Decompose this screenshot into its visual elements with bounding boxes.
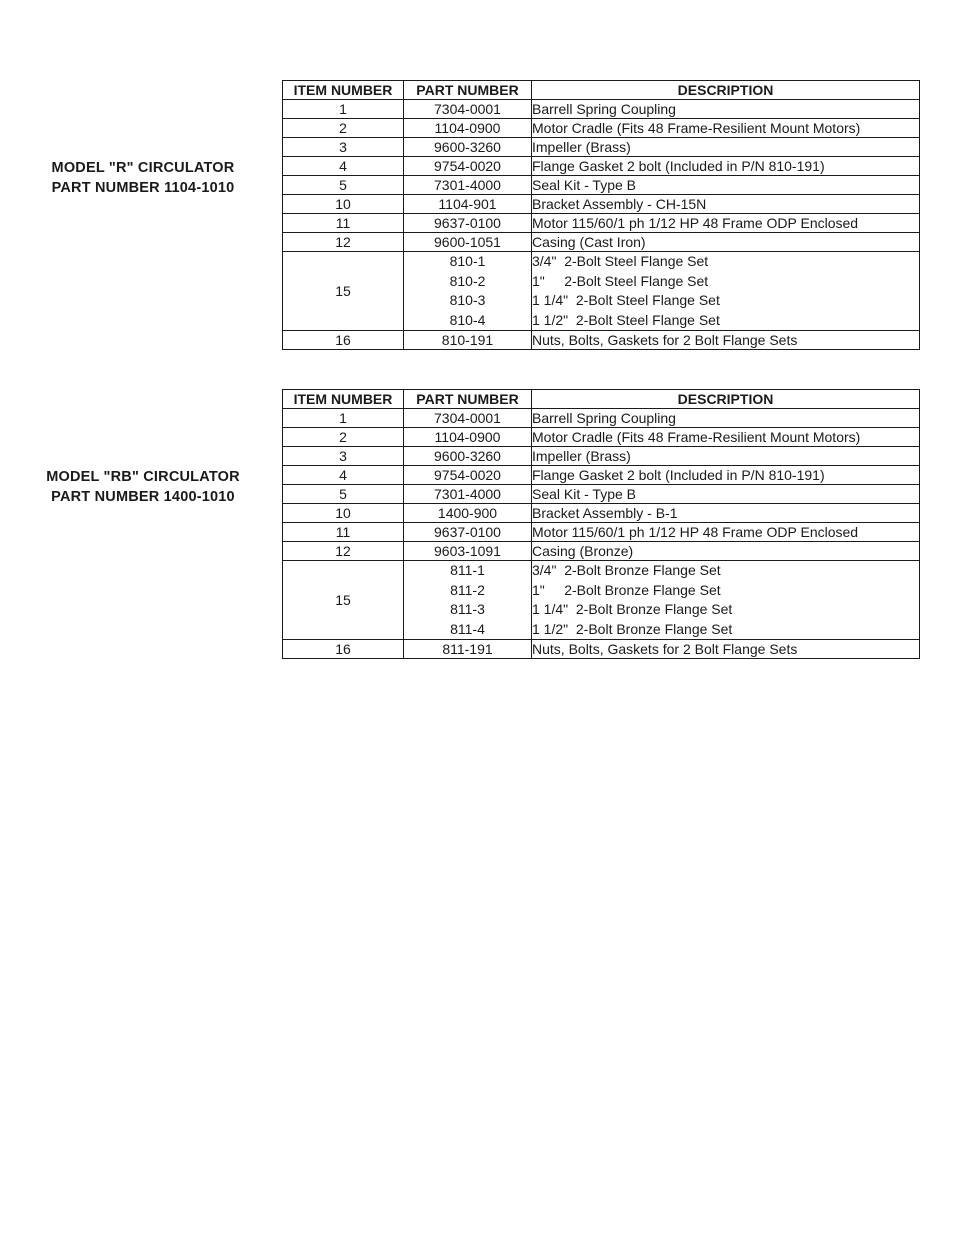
item-number: 10 xyxy=(283,504,404,523)
description: 1" 2-Bolt Bronze Flange Set xyxy=(532,581,721,598)
part-number: 9600-3260 xyxy=(404,447,532,466)
part-number: 811-4 xyxy=(450,620,485,637)
description: Seal Kit - Type B xyxy=(532,176,920,195)
part-number: 9754-0020 xyxy=(404,157,532,176)
table-row xyxy=(283,504,920,523)
model-r-part-number: PART NUMBER 1104-1010 xyxy=(51,180,235,196)
description: Impeller (Brass) xyxy=(532,447,920,466)
description: Flange Gasket 2 bolt (Included in P/N 810-191) xyxy=(532,157,920,176)
part-number: 1104-0900 xyxy=(404,428,532,447)
table-row xyxy=(283,119,920,138)
header-item-number: ITEM NUMBER xyxy=(283,390,404,409)
part-number: 810-2 xyxy=(449,272,486,289)
description: 1 1/2" 2-Bolt Steel Flange Set xyxy=(532,311,720,328)
description: 3/4" 2-Bolt Steel Flange Set xyxy=(532,253,709,269)
item-number: 4 xyxy=(283,466,404,485)
item-number: 4 xyxy=(283,157,404,176)
item-number: 15 xyxy=(283,561,404,640)
table-row-flange-group xyxy=(283,561,920,640)
part-number: 9600-3260 xyxy=(404,138,532,157)
item-number: 16 xyxy=(283,640,404,659)
model-r-title: MODEL "R" CIRCULATOR xyxy=(51,160,235,176)
item-number: 3 xyxy=(283,138,404,157)
table-row xyxy=(283,447,920,466)
part-number: 1400-900 xyxy=(404,504,532,523)
table-row-flange-group xyxy=(283,252,920,331)
description: Motor Cradle (Fits 48 Frame-Resilient Mount Motors) xyxy=(532,428,920,447)
part-number: 810-3 xyxy=(449,292,486,308)
table-row xyxy=(283,233,920,252)
item-number: 11 xyxy=(283,523,404,542)
header-part-number: PART NUMBER xyxy=(404,81,532,100)
table-row xyxy=(283,195,920,214)
description: Barrell Spring Coupling xyxy=(532,100,920,119)
model-rb-title: MODEL "RB" CIRCULATOR xyxy=(46,469,240,485)
item-number: 12 xyxy=(283,542,404,561)
model-r-label xyxy=(30,158,256,198)
table-row xyxy=(283,176,920,195)
part-number: 9637-0100 xyxy=(404,523,532,542)
description: Bracket Assembly - B-1 xyxy=(532,504,920,523)
description: Motor 115/60/1 ph 1/12 HP 48 Frame ODP Enclosed xyxy=(532,523,920,542)
header-item-number: ITEM NUMBER xyxy=(283,81,404,100)
part-number: 9637-0100 xyxy=(404,214,532,233)
model-rb-parts-table xyxy=(282,389,920,659)
part-number: 7301-4000 xyxy=(404,176,532,195)
table-row xyxy=(283,331,920,350)
part-number: 9754-0020 xyxy=(404,466,532,485)
description: Flange Gasket 2 bolt (Included in P/N 810-191) xyxy=(532,466,920,485)
table-row xyxy=(283,138,920,157)
table-row xyxy=(283,214,920,233)
description: 1 1/2" 2-Bolt Bronze Flange Set xyxy=(532,620,733,637)
part-number: 810-4 xyxy=(449,311,486,328)
item-number: 5 xyxy=(283,485,404,504)
description: Casing (Cast Iron) xyxy=(532,233,920,252)
part-number: 1104-901 xyxy=(404,195,532,214)
item-number: 1 xyxy=(283,409,404,428)
description: 3/4" 2-Bolt Bronze Flange Set xyxy=(532,562,721,578)
flange-part-numbers xyxy=(404,252,532,331)
part-number: 811-1 xyxy=(450,562,485,578)
description: Casing (Bronze) xyxy=(532,542,920,561)
description: Seal Kit - Type B xyxy=(532,485,920,504)
header-description: DESCRIPTION xyxy=(532,390,920,409)
description: 1 1/4" 2-Bolt Steel Flange Set xyxy=(532,292,720,308)
table-header-row xyxy=(283,81,920,100)
part-number: 9603-1091 xyxy=(404,542,532,561)
item-number: 16 xyxy=(283,331,404,350)
table-row xyxy=(283,640,920,659)
header-description: DESCRIPTION xyxy=(532,81,920,100)
table-header-row xyxy=(283,390,920,409)
description: Nuts, Bolts, Gaskets for 2 Bolt Flange Sets xyxy=(532,640,920,659)
model-r-parts-table xyxy=(282,80,920,350)
part-number: 810-1 xyxy=(449,253,486,269)
item-number: 1 xyxy=(283,100,404,119)
description: Motor Cradle (Fits 48 Frame-Resilient Mount Motors) xyxy=(532,119,920,138)
table-row xyxy=(283,157,920,176)
table-row xyxy=(283,485,920,504)
table-row xyxy=(283,428,920,447)
table-row xyxy=(283,523,920,542)
part-number: 1104-0900 xyxy=(404,119,532,138)
table-row xyxy=(283,409,920,428)
table-row xyxy=(283,542,920,561)
item-number: 10 xyxy=(283,195,404,214)
part-number: 811-191 xyxy=(404,640,532,659)
header-part-number: PART NUMBER xyxy=(404,390,532,409)
part-number: 7304-0001 xyxy=(404,100,532,119)
item-number: 3 xyxy=(283,447,404,466)
part-number: 7304-0001 xyxy=(404,409,532,428)
model-rb-part-number: PART NUMBER 1400-1010 xyxy=(51,489,235,505)
flange-descriptions xyxy=(532,252,920,331)
part-number: 811-2 xyxy=(450,581,485,598)
item-number: 2 xyxy=(283,428,404,447)
item-number: 2 xyxy=(283,119,404,138)
description: Nuts, Bolts, Gaskets for 2 Bolt Flange Sets xyxy=(532,331,920,350)
flange-descriptions xyxy=(532,561,920,640)
description: Impeller (Brass) xyxy=(532,138,920,157)
item-number: 15 xyxy=(283,252,404,331)
item-number: 5 xyxy=(283,176,404,195)
part-number: 810-191 xyxy=(404,331,532,350)
description: Bracket Assembly - CH-15N xyxy=(532,195,920,214)
description: 1" 2-Bolt Steel Flange Set xyxy=(532,272,709,289)
part-number: 811-3 xyxy=(450,601,485,617)
flange-part-numbers xyxy=(404,561,532,640)
description: Motor 115/60/1 ph 1/12 HP 48 Frame ODP Enclosed xyxy=(532,214,920,233)
description: 1 1/4" 2-Bolt Bronze Flange Set xyxy=(532,601,733,617)
table-row xyxy=(283,100,920,119)
part-number: 9600-1051 xyxy=(404,233,532,252)
item-number: 12 xyxy=(283,233,404,252)
model-rb-label xyxy=(30,467,256,507)
item-number: 11 xyxy=(283,214,404,233)
description: Barrell Spring Coupling xyxy=(532,409,920,428)
part-number: 7301-4000 xyxy=(404,485,532,504)
table-row xyxy=(283,466,920,485)
